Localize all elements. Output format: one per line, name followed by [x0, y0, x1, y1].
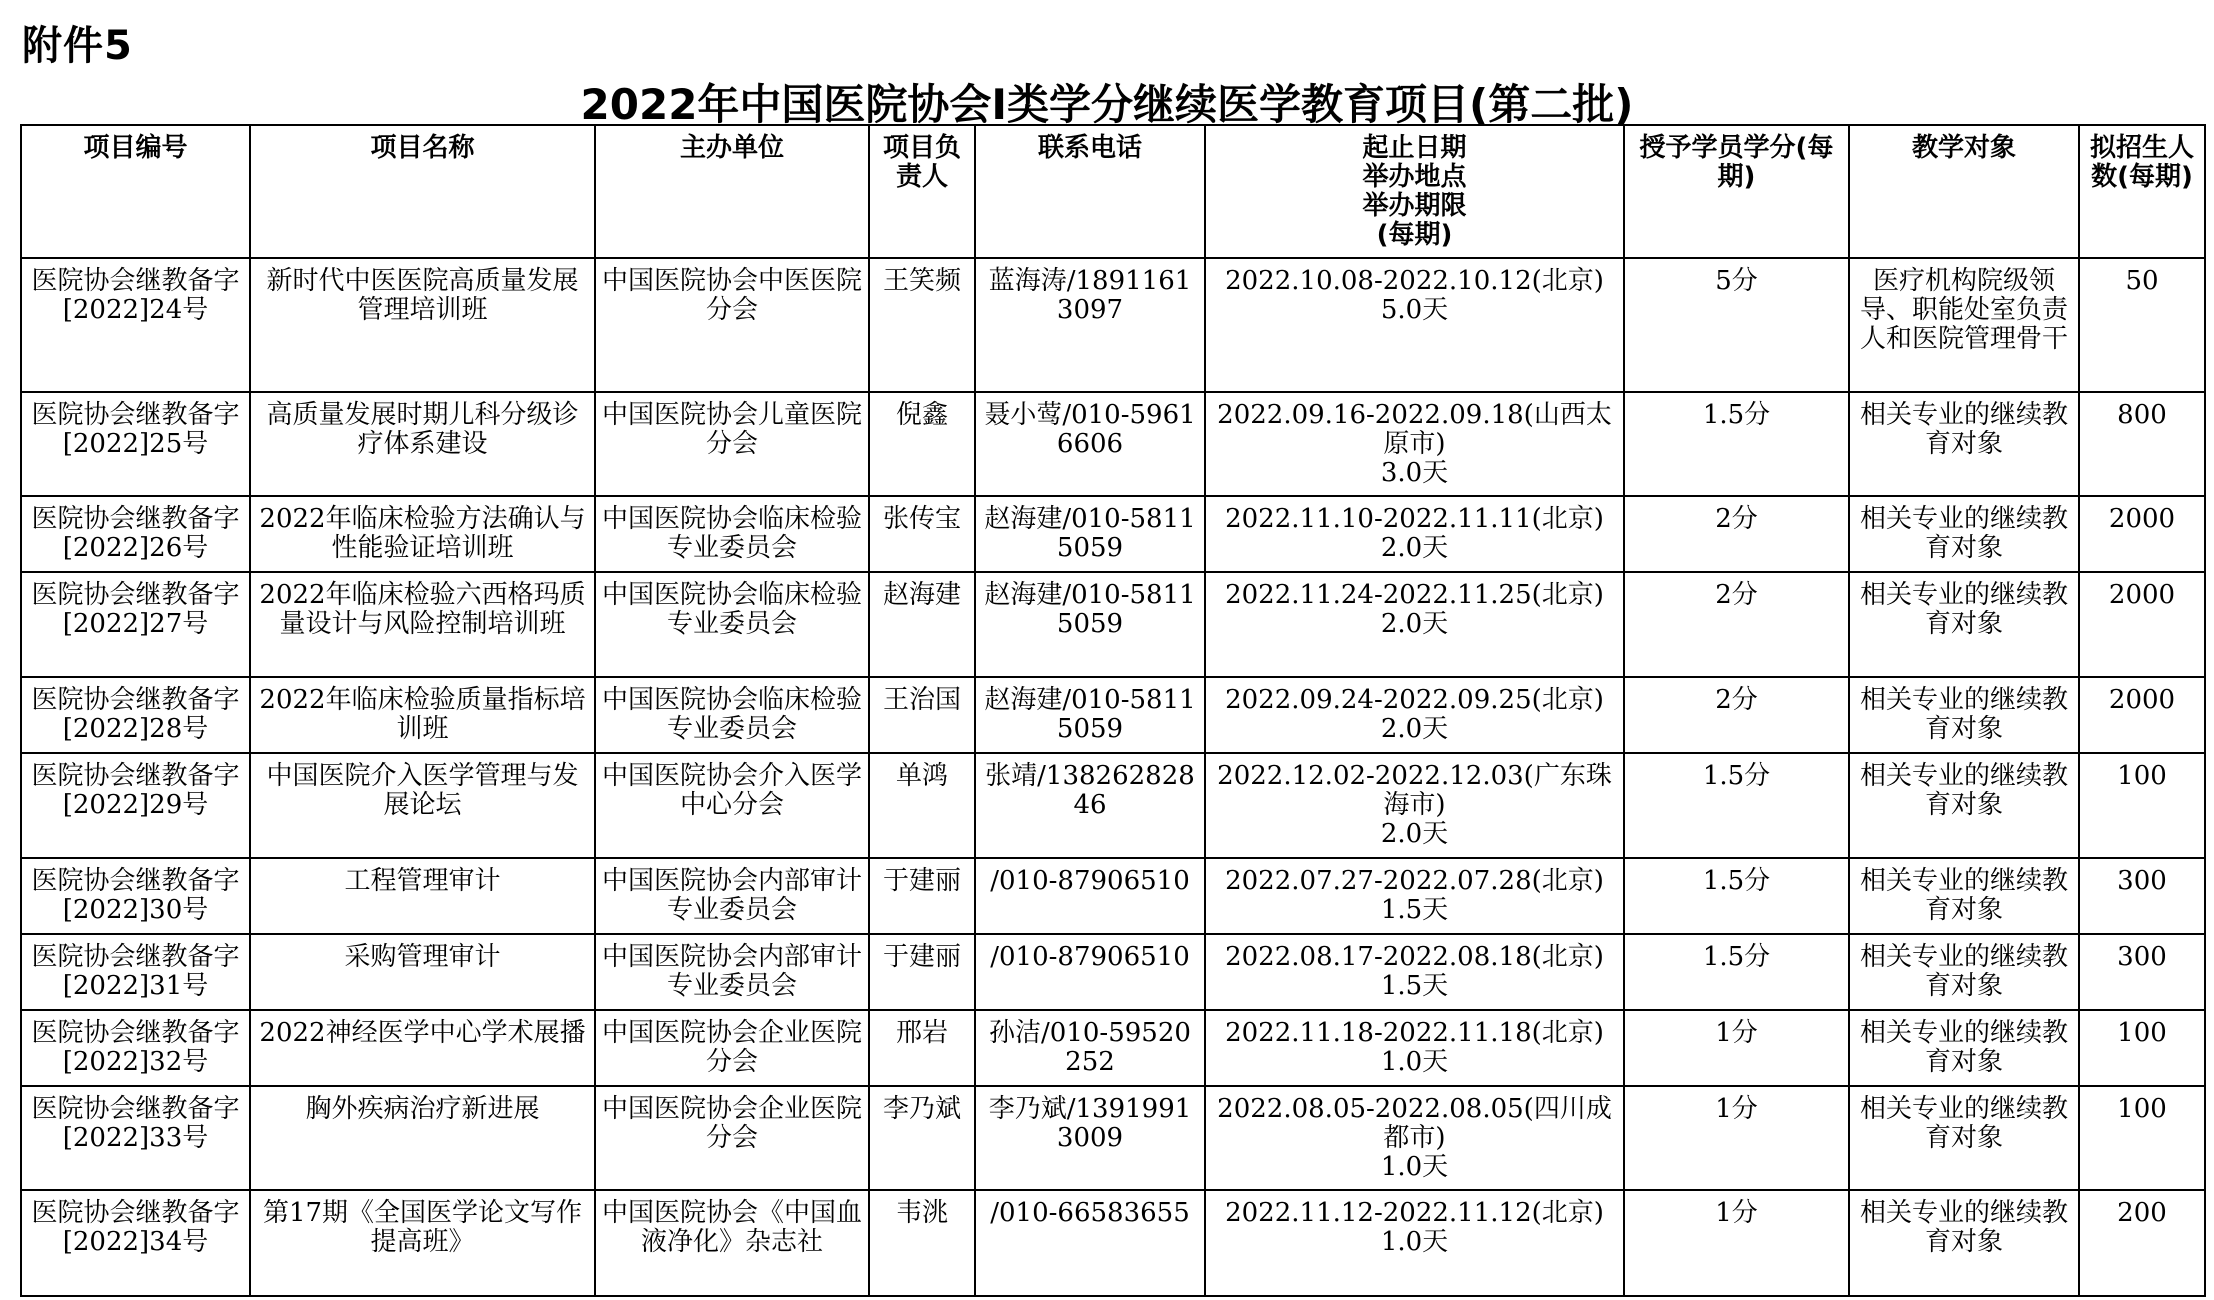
cell-count: 2000 — [2079, 677, 2205, 753]
cell-phone: /010-66583655 — [975, 1190, 1205, 1296]
cell-count: 100 — [2079, 1010, 2205, 1086]
cell-date-location — [1205, 392, 1624, 496]
cell-organizer: 中国医院协会内部审计专业委员会 — [595, 858, 869, 934]
cell-date-location — [1205, 1010, 1624, 1086]
cell-project-id: 医院协会继教备字[2022]27号 — [21, 572, 250, 677]
header-phone: 联系电话 — [975, 125, 1205, 258]
cell-credit: 1.5分 — [1624, 753, 1849, 858]
cell-project-id: 医院协会继教备字[2022]30号 — [21, 858, 250, 934]
cell-count: 200 — [2079, 1190, 2205, 1296]
cell-target: 相关专业的继续教育对象 — [1849, 753, 2079, 858]
cell-phone: 蓝海涛/18911613097 — [975, 258, 1205, 392]
header-id: 项目编号 — [21, 125, 250, 258]
cell-date-location — [1205, 934, 1624, 1010]
cell-target: 相关专业的继续教育对象 — [1849, 392, 2079, 496]
cell-organizer: 中国医院协会临床检验专业委员会 — [595, 496, 869, 572]
cell-project-name: 2022神经医学中心学术展播 — [250, 1010, 595, 1086]
cell-date-location — [1205, 858, 1624, 934]
cell-project-name: 2022年临床检验质量指标培训班 — [250, 677, 595, 753]
cell-phone: 张靖/13826282846 — [975, 753, 1205, 858]
header-count: 拟招生人数(每期) — [2079, 125, 2205, 258]
cell-project-id: 医院协会继教备字[2022]34号 — [21, 1190, 250, 1296]
cell-phone: 聂小莺/010-59616606 — [975, 392, 1205, 496]
cell-project-id: 医院协会继教备字[2022]25号 — [21, 392, 250, 496]
cell-count: 100 — [2079, 1086, 2205, 1190]
cell-leader: 单鸿 — [869, 753, 975, 858]
cell-credit: 2分 — [1624, 677, 1849, 753]
cell-project-id: 医院协会继教备字[2022]31号 — [21, 934, 250, 1010]
cell-dates: 2022.11.12-2022.11.12(北京) — [1225, 1198, 1604, 1228]
cell-project-id: 医院协会继教备字[2022]24号 — [21, 258, 250, 392]
cell-dates: 2022.08.05-2022.08.05(四川成都市) — [1217, 1094, 1612, 1153]
cell-date-location — [1205, 258, 1624, 392]
cell-credit: 1.5分 — [1624, 858, 1849, 934]
table-row — [21, 1010, 2205, 1086]
table-row — [21, 258, 2205, 392]
cell-organizer: 中国医院协会介入医学中心分会 — [595, 753, 869, 858]
cell-organizer: 中国医院协会临床检验专业委员会 — [595, 677, 869, 753]
cell-date-location — [1205, 753, 1624, 858]
cell-dates: 2022.10.08-2022.10.12(北京) — [1225, 266, 1604, 296]
table-row — [21, 1086, 2205, 1190]
cell-count: 50 — [2079, 258, 2205, 392]
cell-phone: /010-87906510 — [975, 934, 1205, 1010]
cell-credit: 1.5分 — [1624, 934, 1849, 1010]
cell-duration: 2.0天 — [1380, 533, 1449, 563]
cell-dates: 2022.07.27-2022.07.28(北京) — [1225, 866, 1604, 896]
cell-project-id: 医院协会继教备字[2022]33号 — [21, 1086, 250, 1190]
cell-duration: 3.0天 — [1380, 458, 1449, 488]
cell-organizer: 中国医院协会企业医院分会 — [595, 1010, 869, 1086]
cell-phone: /010-87906510 — [975, 858, 1205, 934]
table-row — [21, 753, 2205, 858]
cell-dates: 2022.08.17-2022.08.18(北京) — [1225, 942, 1604, 972]
cell-leader: 倪鑫 — [869, 392, 975, 496]
cell-credit: 2分 — [1624, 496, 1849, 572]
cell-leader: 王笑频 — [869, 258, 975, 392]
header-name: 项目名称 — [250, 125, 595, 258]
cell-count: 2000 — [2079, 496, 2205, 572]
table-row — [21, 392, 2205, 496]
cell-date-location — [1205, 496, 1624, 572]
cell-dates: 2022.12.02-2022.12.03(广东珠海市) — [1217, 761, 1612, 820]
cell-project-id: 医院协会继教备字[2022]29号 — [21, 753, 250, 858]
cell-project-name: 采购管理审计 — [250, 934, 595, 1010]
header-date-location — [1205, 125, 1624, 258]
cell-phone: 赵海建/010-58115059 — [975, 677, 1205, 753]
cell-credit: 1分 — [1624, 1086, 1849, 1190]
cell-credit: 1分 — [1624, 1190, 1849, 1296]
table-row — [21, 572, 2205, 677]
cell-count: 300 — [2079, 934, 2205, 1010]
table-row — [21, 858, 2205, 934]
cell-dates: 2022.11.10-2022.11.11(北京) — [1225, 504, 1604, 534]
header-leader: 项目负责人 — [869, 125, 975, 258]
cell-target: 相关专业的继续教育对象 — [1849, 1190, 2079, 1296]
table-row — [21, 496, 2205, 572]
cell-target: 相关专业的继续教育对象 — [1849, 1010, 2079, 1086]
cell-credit: 1.5分 — [1624, 392, 1849, 496]
cell-target: 相关专业的继续教育对象 — [1849, 934, 2079, 1010]
cell-project-name: 工程管理审计 — [250, 858, 595, 934]
cell-organizer: 中国医院协会临床检验专业委员会 — [595, 572, 869, 677]
cell-project-name: 胸外疾病治疗新进展 — [250, 1086, 595, 1190]
cell-project-id: 医院协会继教备字[2022]26号 — [21, 496, 250, 572]
cell-organizer: 中国医院协会中医医院分会 — [595, 258, 869, 392]
cell-organizer: 中国医院协会企业医院分会 — [595, 1086, 869, 1190]
header-date-line: 举办地点 — [1362, 162, 1467, 192]
cell-duration: 2.0天 — [1380, 609, 1449, 639]
cell-leader: 李乃斌 — [869, 1086, 975, 1190]
cell-duration: 1.5天 — [1380, 895, 1449, 925]
cell-duration: 2.0天 — [1380, 819, 1449, 849]
header-date-line: (每期) — [1376, 220, 1453, 250]
project-table — [20, 124, 2206, 1297]
cell-credit: 2分 — [1624, 572, 1849, 677]
cell-leader: 王治国 — [869, 677, 975, 753]
cell-leader: 于建丽 — [869, 858, 975, 934]
cell-date-location — [1205, 572, 1624, 677]
cell-duration: 5.0天 — [1380, 295, 1449, 325]
cell-duration: 1.0天 — [1380, 1047, 1449, 1077]
cell-phone: 赵海建/010-58115059 — [975, 496, 1205, 572]
cell-leader: 邢岩 — [869, 1010, 975, 1086]
cell-dates: 2022.09.16-2022.09.18(山西太原市) — [1217, 400, 1612, 459]
cell-organizer: 中国医院协会内部审计专业委员会 — [595, 934, 869, 1010]
cell-project-name: 2022年临床检验六西格玛质量设计与风险控制培训班 — [250, 572, 595, 677]
cell-count: 100 — [2079, 753, 2205, 858]
cell-leader: 于建丽 — [869, 934, 975, 1010]
header-row — [21, 125, 2205, 258]
cell-target: 医疗机构院级领导、职能处室负责人和医院管理骨干 — [1849, 258, 2079, 392]
table-row — [21, 677, 2205, 753]
table-row — [21, 1190, 2205, 1296]
header-date-line: 起止日期 — [1362, 133, 1467, 163]
cell-project-id: 医院协会继教备字[2022]28号 — [21, 677, 250, 753]
cell-phone: 李乃斌/13919913009 — [975, 1086, 1205, 1190]
table-row — [21, 934, 2205, 1010]
attachment-label: 附件5 — [22, 23, 133, 69]
header-date-line: 举办期限 — [1362, 191, 1467, 221]
cell-organizer: 中国医院协会《中国血液净化》杂志社 — [595, 1190, 869, 1296]
cell-target: 相关专业的继续教育对象 — [1849, 858, 2079, 934]
cell-credit: 1分 — [1624, 1010, 1849, 1086]
header-credit: 授予学员学分(每期) — [1624, 125, 1849, 258]
cell-target: 相关专业的继续教育对象 — [1849, 572, 2079, 677]
cell-project-name: 2022年临床检验方法确认与性能验证培训班 — [250, 496, 595, 572]
cell-target: 相关专业的继续教育对象 — [1849, 496, 2079, 572]
cell-credit: 5分 — [1624, 258, 1849, 392]
header-target: 教学对象 — [1849, 125, 2079, 258]
cell-date-location — [1205, 1190, 1624, 1296]
cell-target: 相关专业的继续教育对象 — [1849, 1086, 2079, 1190]
cell-dates: 2022.11.24-2022.11.25(北京) — [1225, 580, 1604, 610]
cell-leader: 韦洮 — [869, 1190, 975, 1296]
header-org: 主办单位 — [595, 125, 869, 258]
cell-project-name: 第17期《全国医学论文写作提高班》 — [250, 1190, 595, 1296]
document-title: 2022年中国医院协会I类学分继续医学教育项目(第二批) — [580, 80, 1634, 129]
cell-count: 300 — [2079, 858, 2205, 934]
cell-leader: 张传宝 — [869, 496, 975, 572]
cell-leader: 赵海建 — [869, 572, 975, 677]
cell-dates: 2022.11.18-2022.11.18(北京) — [1225, 1018, 1604, 1048]
cell-duration: 1.0天 — [1380, 1152, 1449, 1182]
cell-date-location — [1205, 677, 1624, 753]
cell-date-location — [1205, 1086, 1624, 1190]
cell-project-id: 医院协会继教备字[2022]32号 — [21, 1010, 250, 1086]
cell-organizer: 中国医院协会儿童医院分会 — [595, 392, 869, 496]
cell-project-name: 高质量发展时期儿科分级诊疗体系建设 — [250, 392, 595, 496]
cell-duration: 2.0天 — [1380, 714, 1449, 744]
cell-target: 相关专业的继续教育对象 — [1849, 677, 2079, 753]
cell-phone: 赵海建/010-58115059 — [975, 572, 1205, 677]
cell-duration: 1.0天 — [1380, 1227, 1449, 1257]
cell-phone: 孙洁/010-59520252 — [975, 1010, 1205, 1086]
cell-duration: 1.5天 — [1380, 971, 1449, 1001]
cell-dates: 2022.09.24-2022.09.25(北京) — [1225, 685, 1604, 715]
cell-count: 2000 — [2079, 572, 2205, 677]
cell-project-name: 新时代中医医院高质量发展管理培训班 — [250, 258, 595, 392]
cell-project-name: 中国医院介入医学管理与发展论坛 — [250, 753, 595, 858]
cell-count: 800 — [2079, 392, 2205, 496]
